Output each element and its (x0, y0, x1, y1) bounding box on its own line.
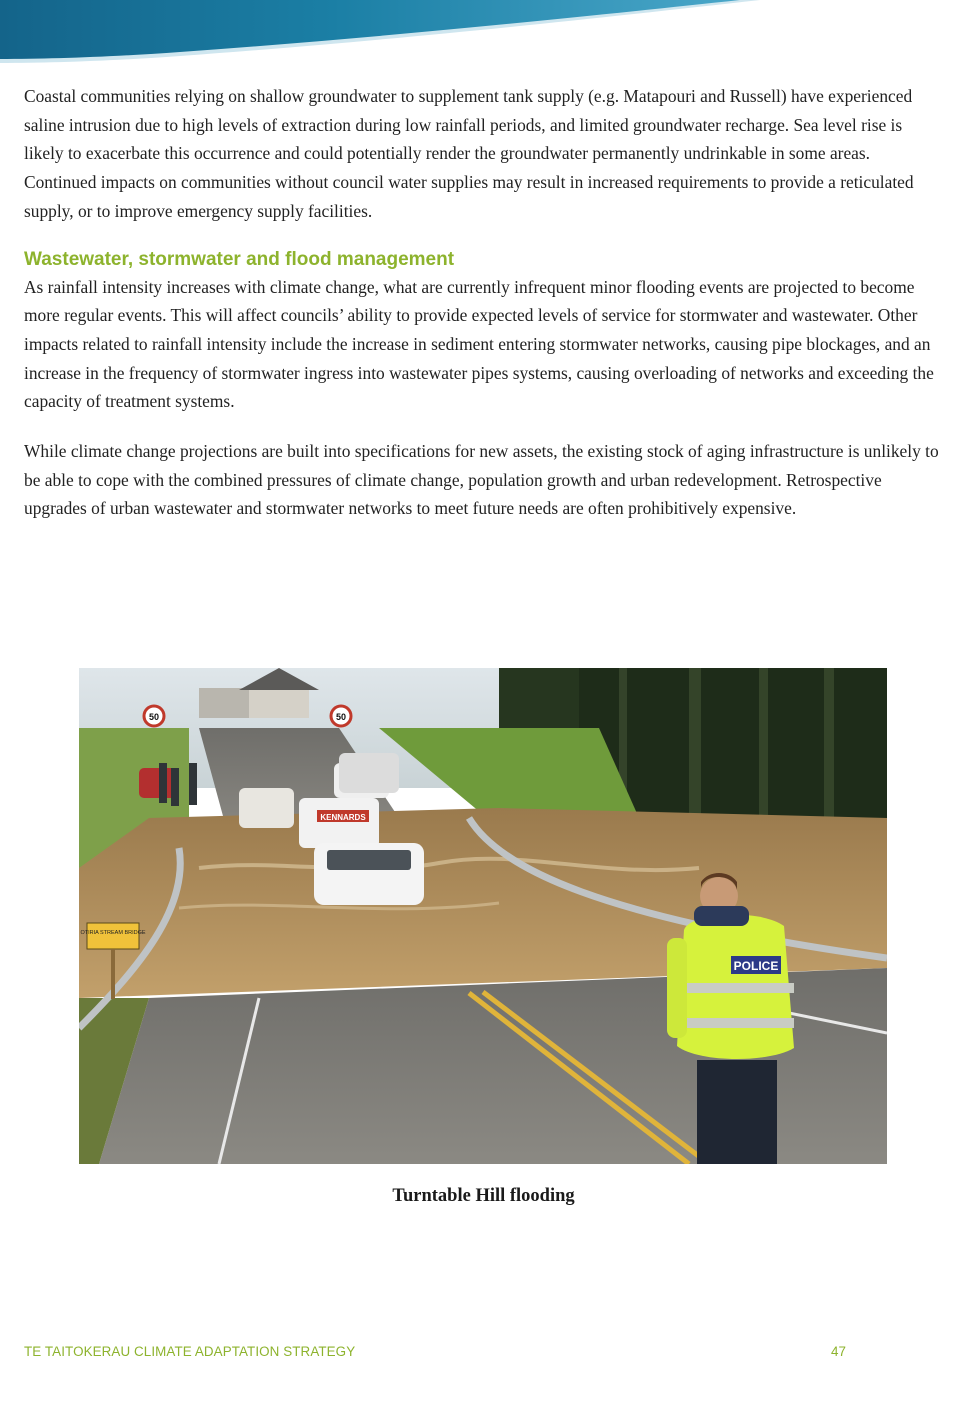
aging-infrastructure-paragraph: While climate change projections are built into specifications for new assets, the existing stock of aging infrastructure is unlikely to be able to cope with the combined pressures of climate change, population growth and urban redevelopment. Retrospective upgrades of urban wastewater and stormwater networks to meet future needs are often prohibitively expensive. (24, 441, 939, 519)
speed-sign-left: 50 (148, 712, 160, 722)
photo-caption: Turntable Hill flooding (392, 1186, 575, 1206)
flood-photo-illustration (79, 668, 887, 1164)
rainfall-intensity-paragraph: As rainfall intensity increases with climate change, what are currently infrequent minor flooding events are projected to become more regular events. This will affect councils’ ability to provide expected levels of service for stormwater and wastewater. Other impacts related to rainfall intensity include the increase in sediment entering stormwater networks, causing pipe blockages, and an increase in the frequency of stormwater ingress into wastewater pipes systems, causing overloading of networks and exceeding the capacity of treatment systems. (24, 276, 934, 412)
flood-photo (79, 668, 887, 1164)
section-heading: Wastewater, stormwater and flood management (24, 248, 455, 270)
stream-sign-text: OTIRIA STREAM BRIDGE (80, 930, 146, 936)
groundwater-paragraph: Coastal communities relying on shallow groundwater to supplement tank supply (e.g. Matapouri and Russell) have experienced saline intrusion due to high levels of extraction during low rainfall periods, and limited groundwater recharge. Sea level rise is likely to exacerbate this occurrence and could potentially render the groundwater permanently undrinkable in some areas. Continued impacts on communities without council water supplies may result in increased requirements to provide a reticulated supply, or to improve emergency supply facilities. (24, 86, 914, 221)
van-sign-text: KENNARDS (320, 813, 366, 822)
header-wave-banner (0, 0, 967, 70)
footer-document-title: TE TAITOKERAU CLIMATE ADAPTATION STRATEGY (24, 1344, 356, 1359)
speed-sign-right: 50 (335, 712, 347, 722)
footer-page-number: 47 (831, 1344, 846, 1359)
police-label: POLICE (733, 959, 779, 973)
main-content (24, 82, 942, 544)
